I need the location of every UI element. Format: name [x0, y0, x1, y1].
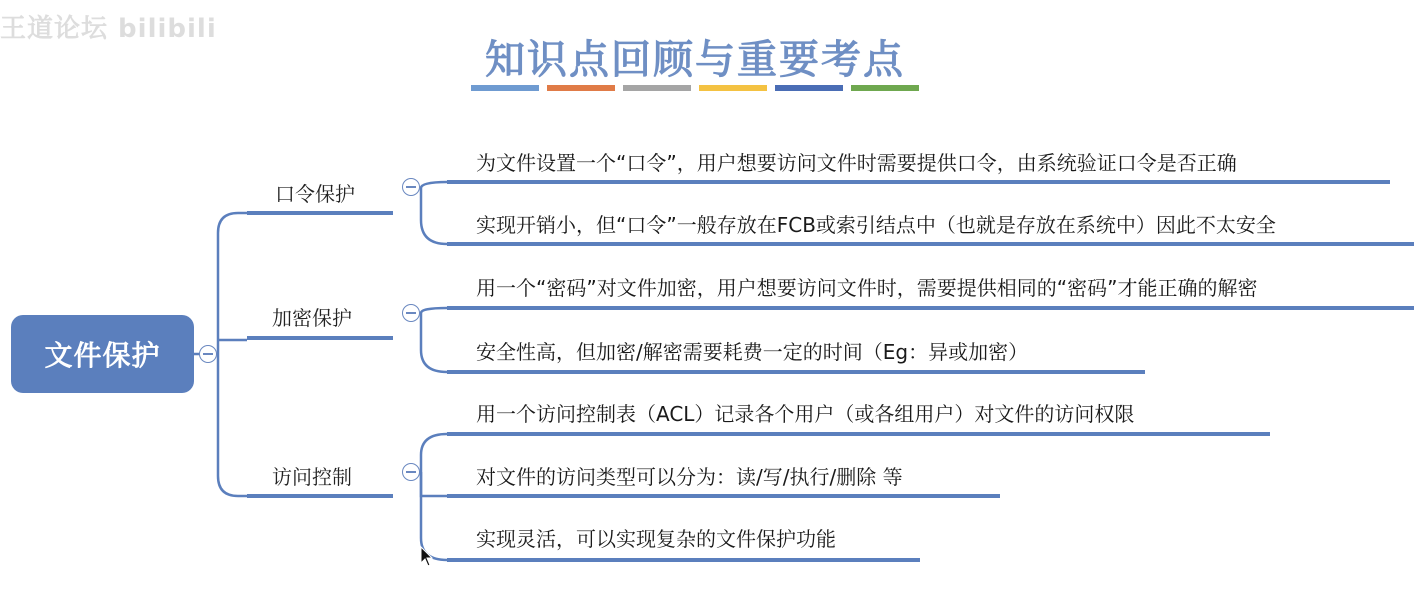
root-node[interactable]: 文件保护 — [11, 315, 194, 393]
watermark: 王道论坛 bilibili — [0, 14, 217, 44]
leaf-item[interactable]: 用一个“密码”对文件加密，用户想要访问文件时，需要提供相同的“密码”才能正确的解密 — [476, 276, 1258, 300]
connector — [218, 354, 247, 496]
leaf-item[interactable]: 用一个访问控制表（ACL）记录各个用户（或各组用户）对文件的访问权限 — [476, 402, 1135, 426]
leaf-item[interactable]: 对文件的访问类型可以分为：读/写/执行/删除 等 — [476, 465, 903, 489]
leaf-item[interactable]: 为文件设置一个“口令”，用户想要访问文件时需要提供口令，由系统验证口令是否正确 — [476, 151, 1237, 175]
collapse-branch-icon[interactable] — [402, 178, 420, 196]
branch-access-control[interactable]: 访问控制 — [272, 465, 352, 489]
connector — [421, 472, 447, 496]
mouse-cursor-icon — [420, 546, 434, 568]
collapse-root-icon[interactable] — [199, 345, 217, 363]
collapse-branch-icon[interactable] — [402, 463, 420, 481]
page-title: 知识点回顾与重要考点 — [485, 37, 905, 83]
branch-encryption-protection[interactable]: 加密保护 — [272, 306, 352, 330]
connector — [421, 182, 447, 188]
leaf-item[interactable]: 实现开销小，但“口令”一般存放在FCB或索引结点中（也就是存放在系统中）因此不太安全 — [476, 213, 1276, 237]
connector — [218, 213, 247, 354]
leaf-item[interactable]: 安全性高，但加密/解密需要耗费一定的时间（Eg：异或加密） — [476, 340, 1029, 364]
leaf-item[interactable]: 实现灵活，可以实现复杂的文件保护功能 — [476, 527, 836, 551]
connector — [421, 434, 447, 472]
collapse-branch-icon[interactable] — [402, 304, 420, 322]
connector — [421, 313, 447, 372]
connector — [421, 188, 447, 244]
connector — [421, 308, 447, 313]
branch-password-protection[interactable]: 口令保护 — [275, 182, 355, 206]
